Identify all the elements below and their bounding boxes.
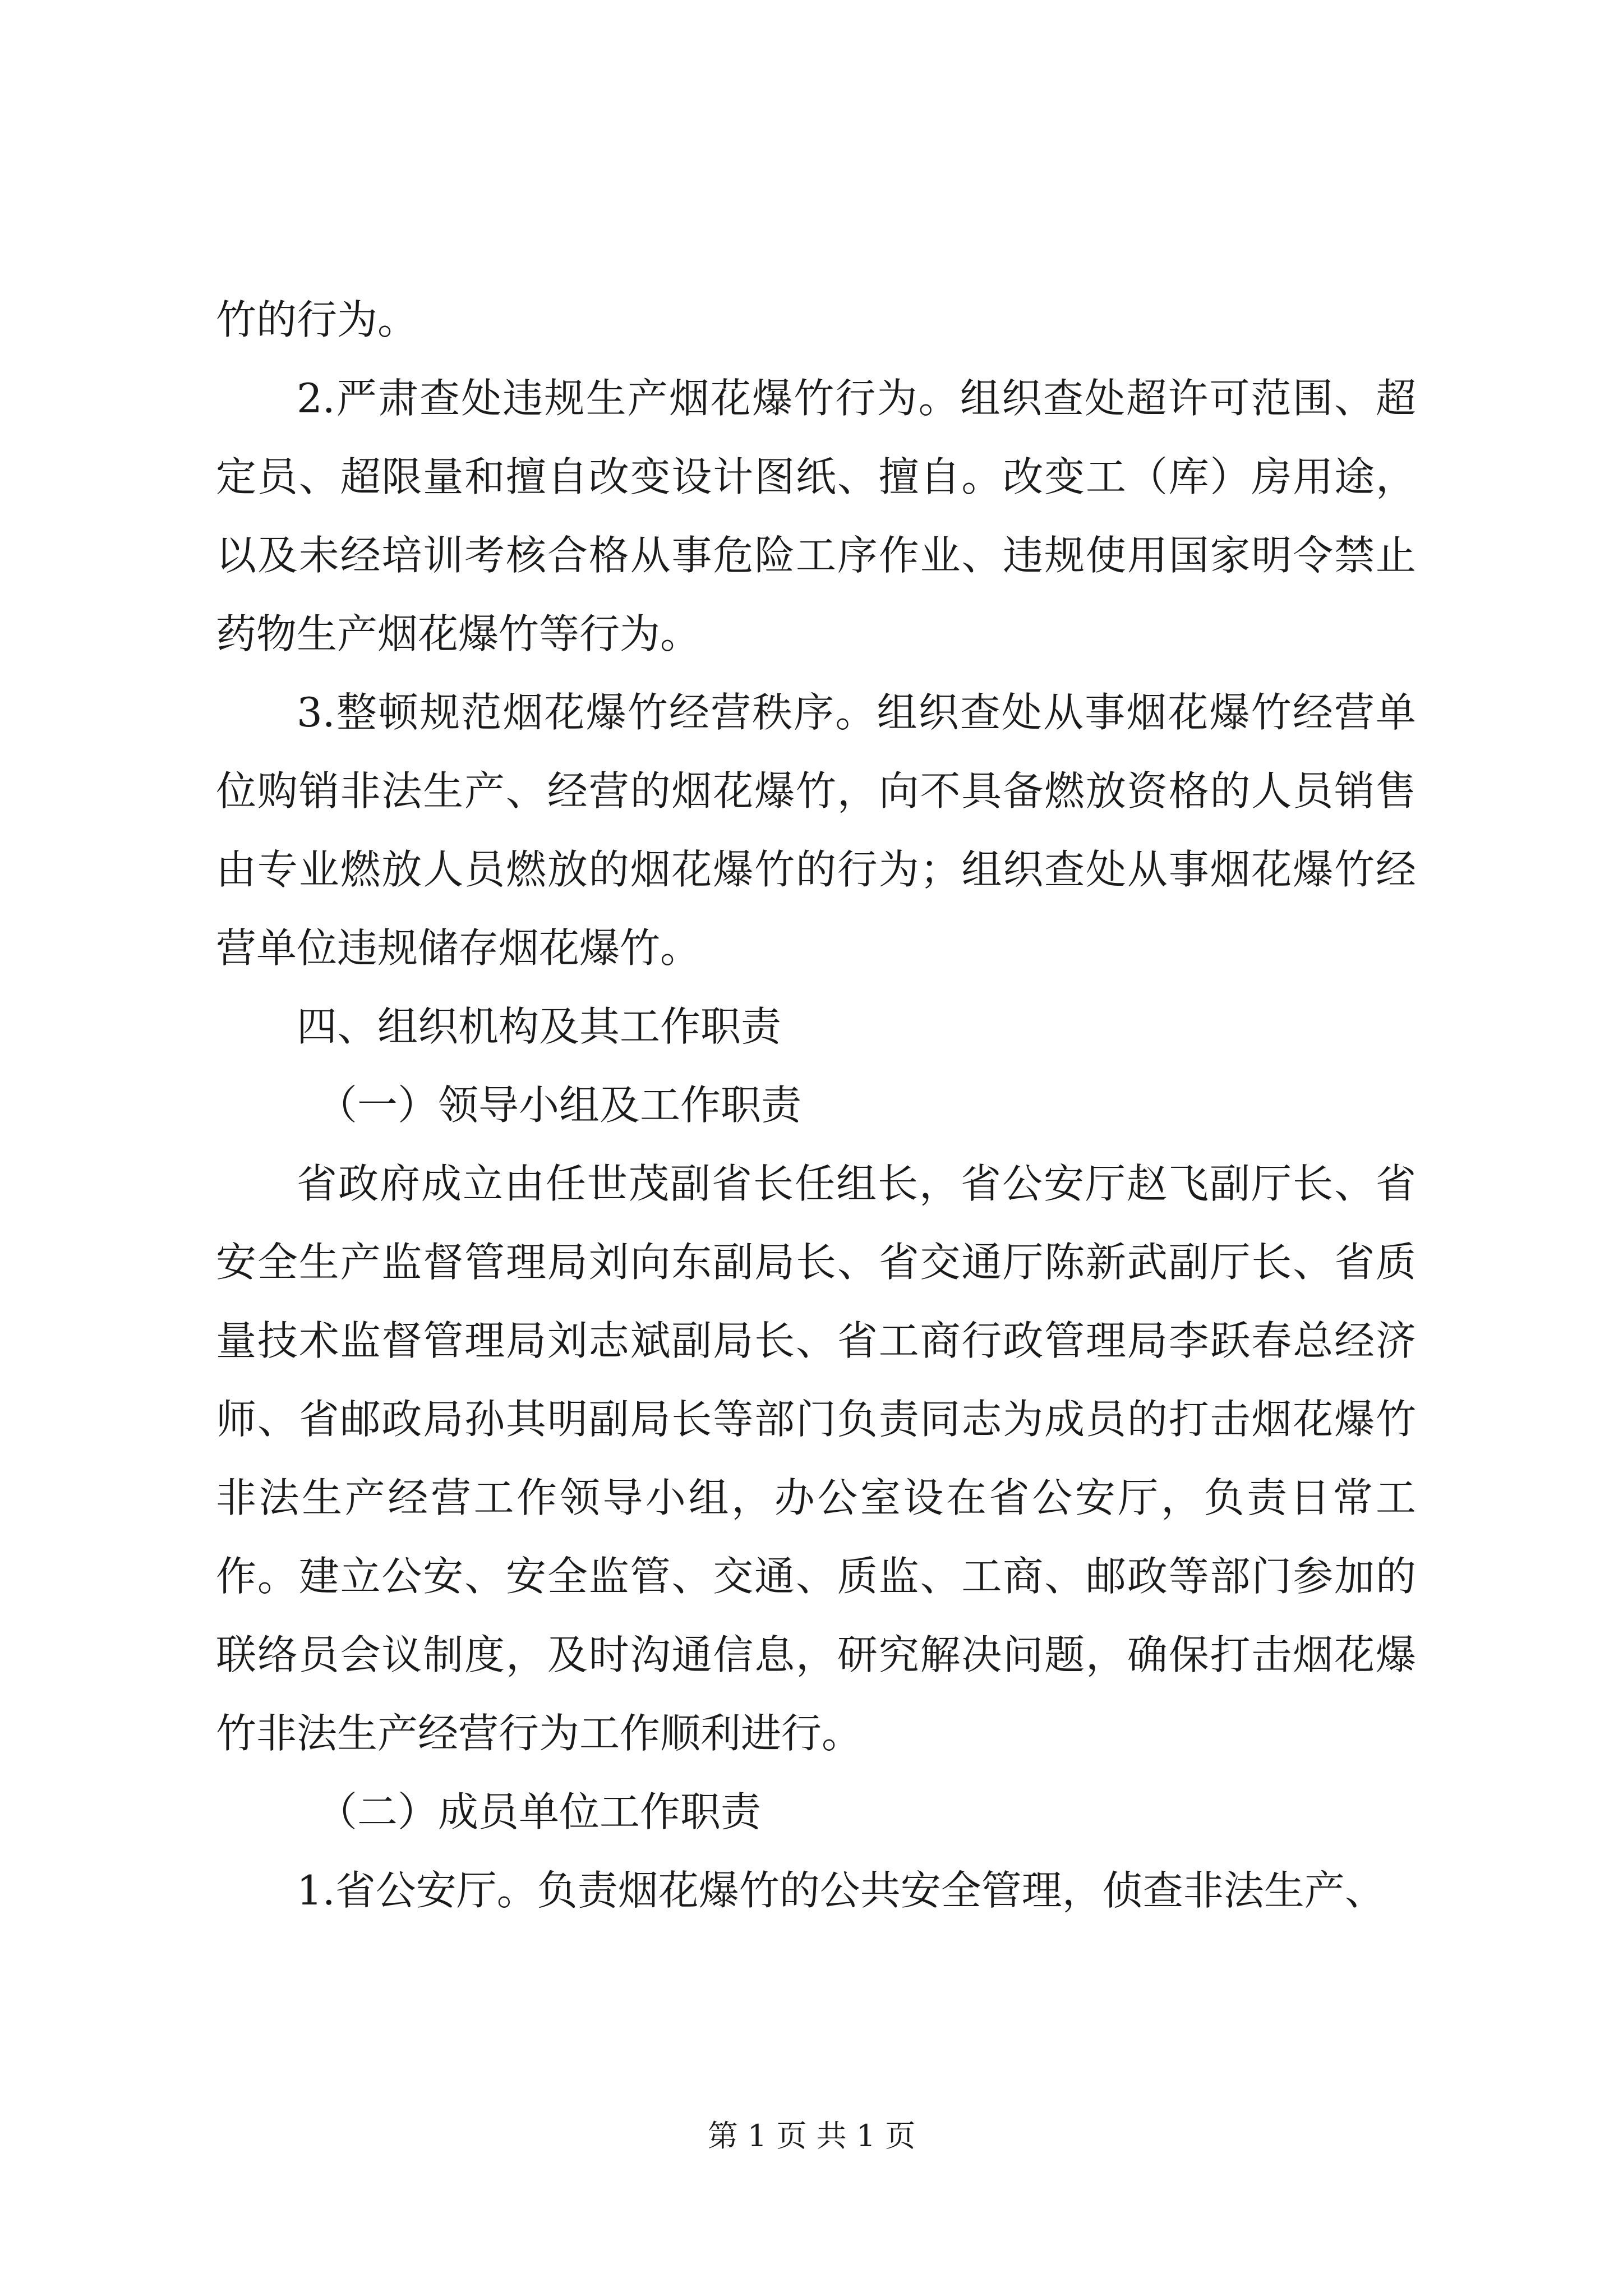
subsection-heading-2: （二）成员单位工作职责 bbox=[317, 1788, 762, 1835]
paragraph-item-2: 2.严肃查处违规生产烟花爆竹行为。组织查处超许可范围、超定员、超限量和擅自改变设计图纸、擅自。改变工（库）房用途，以及未经培训考核合格从事危险工序作业、违规使用国家明令禁止药物生产烟花爆竹等行为。 bbox=[216, 375, 1416, 657]
paragraph-leadership: 省政府成立由任世茂副省长任组长，省公安厅赵飞副厅长、省安全生产监督管理局刘向东副局长、省交通厅陈新武副厅长、省质量技术监督管理局刘志斌副局长、省工商行政管理局李跃春总经济师、省邮政局孙其明副局长等部门负责同志为成员的打击烟花爆竹非法生产经营工作领导小组，办公室设在省公安厅，负责日常工作。建立公安、安全监管、交通、质监、工商、邮政等部门参加的联络员会议制度，及时沟通信息，研究解决问题，确保打击烟花爆竹非法生产经营行为工作顺利进行。 bbox=[216, 1160, 1416, 1757]
section-heading-4: 四、组织机构及其工作职责 bbox=[297, 1003, 782, 1050]
paragraph-item-3: 3.整顿规范烟花爆竹经营秩序。组织查处从事烟花爆竹经营单位购销非法生产、经营的烟花爆竹，向不具备燃放资格的人员销售由专业燃放人员燃放的烟花爆竹的行为；组织查处从事烟花爆竹经营单位违规储存烟花爆竹。 bbox=[216, 689, 1416, 972]
document-body bbox=[216, 280, 1416, 1930]
paragraph-public-security: 1.省公安厅。负责烟花爆竹的公共安全管理，侦查非法生产、 bbox=[297, 1867, 1385, 1914]
paragraph-continuation: 竹的行为。 bbox=[216, 296, 418, 343]
subsection-heading-1: （一）领导小组及工作职责 bbox=[317, 1082, 802, 1129]
page-number-footer: 第 1 页 共 1 页 bbox=[707, 2118, 916, 2154]
